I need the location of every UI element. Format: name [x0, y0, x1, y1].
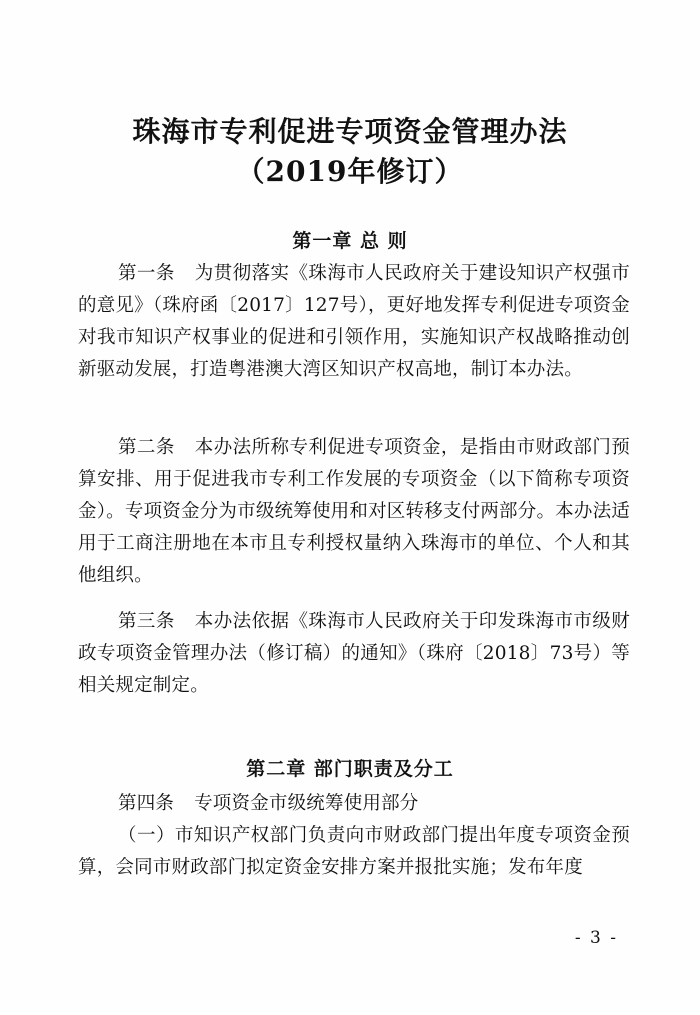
article-label: 第四条 [118, 793, 175, 814]
article-text: （一）市知识产权部门负责向市财政部门提出年度专项资金预算，会同市财政部门拟定资金安排方案并报批实施；发布年度 [78, 825, 630, 878]
article-label: 第一条 [118, 263, 175, 284]
article-label: 第三条 [118, 611, 175, 632]
chapter-2-heading: 第二章 部门职责及分工 [246, 758, 454, 780]
article-3 [78, 606, 630, 702]
article-text: 为贯彻落实《珠海市人民政府关于建设知识产权强市的意见》（珠府函〔2017〕127号），更好地发挥专利促进专项资金对我市知识产权事业的促进和引领作用，实施知识产权战略推动创新驱动发展，打造粤港澳大湾区知识产权高地，制订本办法。 [78, 263, 630, 380]
article-4-item-1 [78, 820, 630, 884]
document-subtitle: （2019年修订） [236, 155, 464, 188]
article-2 [78, 432, 630, 592]
article-label: 第二条 [118, 437, 175, 458]
article-4 [78, 788, 630, 820]
article-1 [78, 258, 630, 386]
document-title: 珠海市专利促进专项资金管理办法 [132, 115, 568, 148]
article-text: 本办法所称专利促进专项资金，是指由市财政部门预算安排、用于促进我市专利工作发展的专项资金（以下简称专项资金）。专项资金分为市级统筹使用和对区转移支付两部分。本办法适用于工商注册地在本市且专利授权量纳入珠海市的单位、个人和其他组织。 [78, 437, 630, 586]
chapter-1-heading: 第一章 总 则 [292, 230, 408, 252]
article-text: 本办法依据《珠海市人民政府关于印发珠海市市级财政专项资金管理办法（修订稿）的通知》（珠府〔2018〕73号）等相关规定制定。 [78, 611, 630, 696]
article-text: 专项资金市级统筹使用部分 [194, 793, 419, 814]
page-number: - 3 - [574, 928, 618, 948]
